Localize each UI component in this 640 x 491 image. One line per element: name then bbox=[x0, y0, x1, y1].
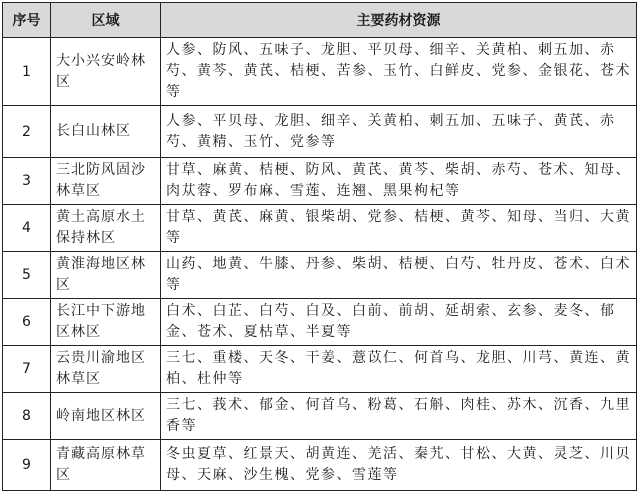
header-herbs: 主要药材资源 bbox=[161, 3, 637, 38]
row-index: 3 bbox=[3, 158, 51, 205]
row-region: 黄淮海地区林区 bbox=[51, 252, 161, 299]
table-row bbox=[3, 106, 637, 158]
row-index: 5 bbox=[3, 252, 51, 299]
row-region: 岭南地区林区 bbox=[51, 393, 161, 440]
table-row bbox=[3, 38, 637, 106]
row-region: 长白山林区 bbox=[51, 106, 161, 158]
table-row bbox=[3, 158, 637, 205]
row-region: 大小兴安岭林区 bbox=[51, 38, 161, 106]
row-region: 三北防风固沙林草区 bbox=[51, 158, 161, 205]
row-index: 1 bbox=[3, 38, 51, 106]
row-index: 9 bbox=[3, 440, 51, 491]
row-herbs: 三七、莪术、郁金、何首乌、粉葛、石斛、肉桂、苏木、沉香、九里香等 bbox=[161, 393, 637, 440]
herb-resources-table bbox=[2, 2, 637, 491]
table-row bbox=[3, 393, 637, 440]
row-index: 8 bbox=[3, 393, 51, 440]
row-index: 2 bbox=[3, 106, 51, 158]
table-row bbox=[3, 205, 637, 252]
row-region: 云贵川渝地区林草区 bbox=[51, 346, 161, 393]
row-herbs: 白术、白芷、白芍、白及、白前、前胡、延胡索、玄参、麦冬、郁金、苍术、夏枯草、半夏等 bbox=[161, 299, 637, 346]
table-row bbox=[3, 440, 637, 491]
row-herbs: 甘草、麻黄、桔梗、防风、黄芪、黄芩、柴胡、赤芍、苍术、知母、肉苁蓉、罗布麻、雪莲、连翘、黑果枸杞等 bbox=[161, 158, 637, 205]
table-row bbox=[3, 299, 637, 346]
table-row bbox=[3, 346, 637, 393]
table-row bbox=[3, 252, 637, 299]
row-index: 7 bbox=[3, 346, 51, 393]
row-herbs: 山药、地黄、牛膝、丹参、柴胡、桔梗、白芍、牡丹皮、苍术、白术等 bbox=[161, 252, 637, 299]
row-index: 4 bbox=[3, 205, 51, 252]
row-herbs: 三七、重楼、天冬、干姜、薏苡仁、何首乌、龙胆、川芎、黄连、黄柏、杜仲等 bbox=[161, 346, 637, 393]
row-region: 青藏高原林草区 bbox=[51, 440, 161, 491]
row-herbs: 人参、平贝母、龙胆、细辛、关黄柏、刺五加、五味子、黄芪、赤芍、黄精、玉竹、党参等 bbox=[161, 106, 637, 158]
row-herbs: 甘草、黄芪、麻黄、银柴胡、党参、桔梗、黄芩、知母、当归、大黄等 bbox=[161, 205, 637, 252]
row-herbs: 人参、防风、五味子、龙胆、平贝母、细辛、关黄柏、刺五加、赤芍、黄芩、黄芪、桔梗、苦参、玉竹、白鲜皮、党参、金银花、苍术等 bbox=[161, 38, 637, 106]
row-region: 黄土高原水土保持林区 bbox=[51, 205, 161, 252]
table-header bbox=[3, 3, 637, 38]
row-region: 长江中下游地区林区 bbox=[51, 299, 161, 346]
header-index: 序号 bbox=[3, 3, 51, 38]
row-herbs: 冬虫夏草、红景天、胡黄连、羌活、秦艽、甘松、大黄、灵芝、川贝母、天麻、沙生槐、党参、雪莲等 bbox=[161, 440, 637, 491]
header-region: 区域 bbox=[51, 3, 161, 38]
row-index: 6 bbox=[3, 299, 51, 346]
